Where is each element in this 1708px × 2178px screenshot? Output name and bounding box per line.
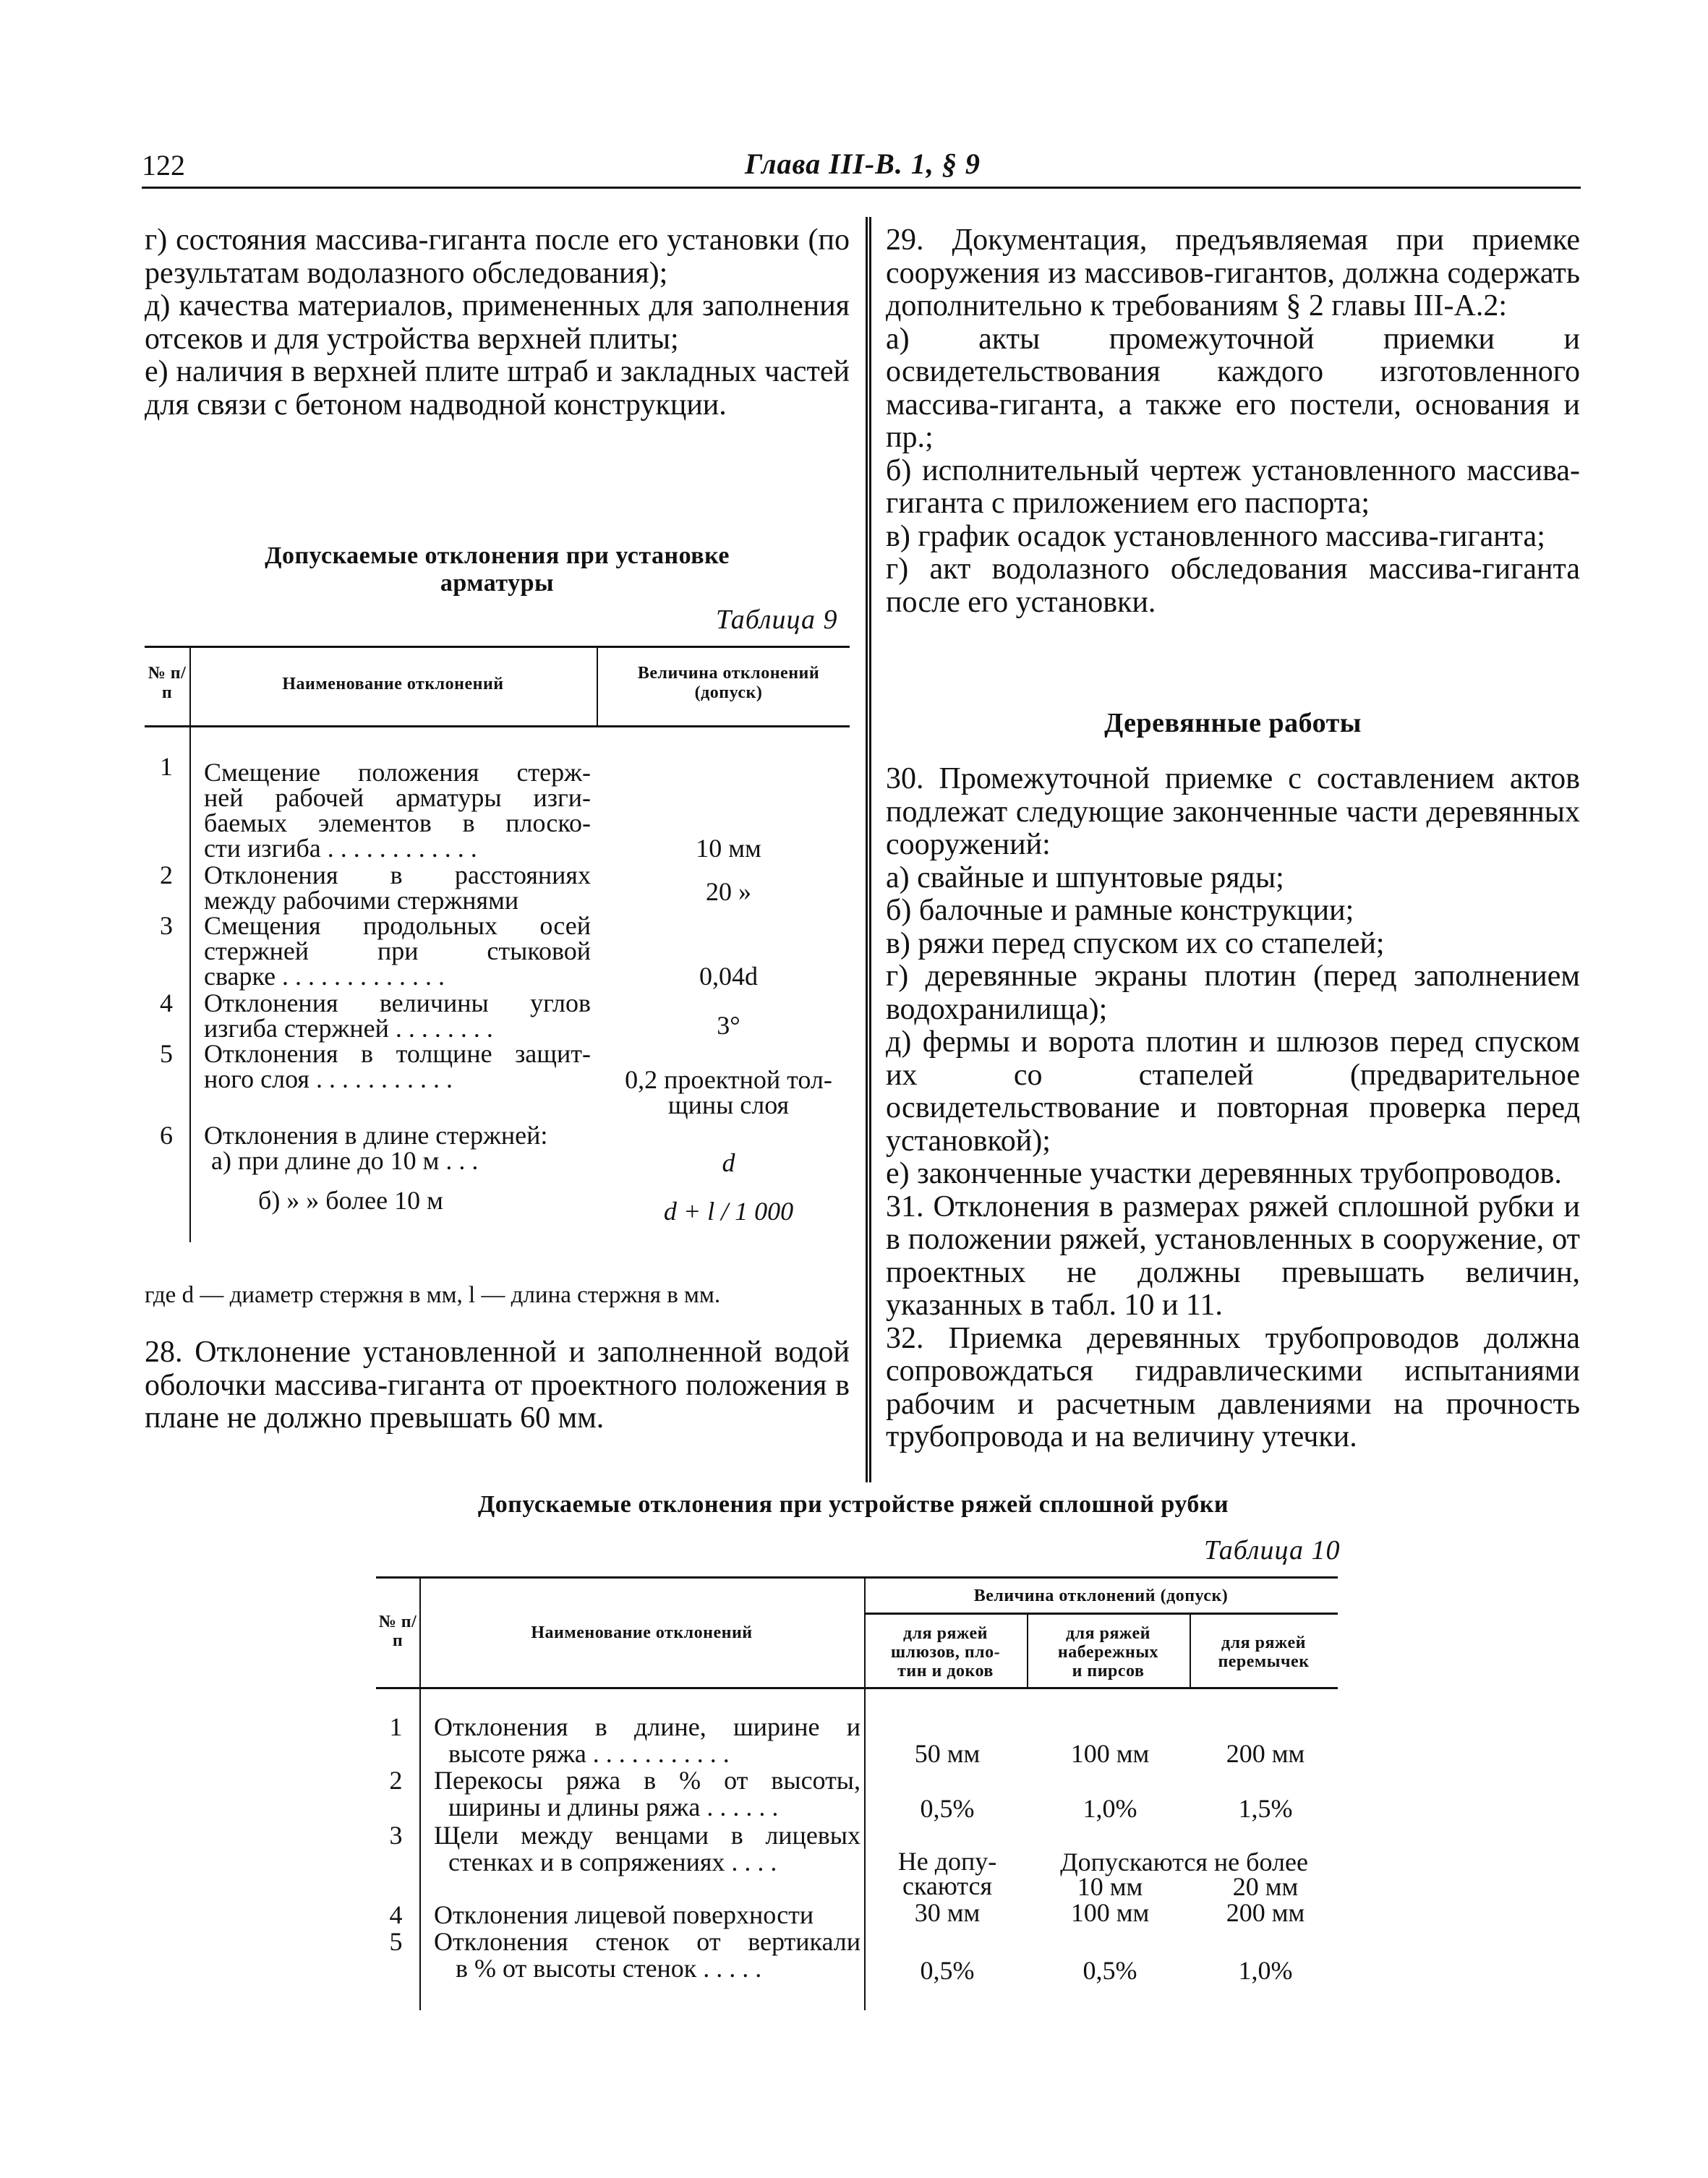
t10r4-l1: Отклонения лицевой поверхности <box>434 1900 814 1929</box>
para-30d: д) фермы и ворота плотин и шлюзов перед спуском их со стапелей (предварительное освидетельствование и повторная проверка перед установкой); <box>886 1025 1580 1158</box>
table9 <box>145 646 850 1242</box>
table9-header-num: № п/п <box>148 664 187 702</box>
para-31: 31. Отклонения в размерах ряжей сплошной рубки и в положении ряжей, установленных в сооружение, от проектных не должны превышать величин, указанных в табл. 10 и 11. <box>886 1190 1580 1322</box>
para-30g: г) деревянные экраны плотин (перед заполнением водохранилища); <box>886 960 1580 1026</box>
table9-row1-num: 1 <box>160 752 173 781</box>
para-32: 32. Приемка деревянных трубопроводов должна сопровождаться гидравлическими испытаниями рабочим и расчетным давлениями на прочность трубопровода и на величину утечки. <box>886 1321 1580 1453</box>
para-g: г) состояния массива-гиганта после его установки (по результатам водолазного обследования); <box>145 223 850 290</box>
table10-number: Таблица 10 <box>1204 1535 1341 1566</box>
table10-row2-num: 2 <box>389 1766 403 1795</box>
table10-row3-name <box>434 1822 861 1876</box>
table9-note: где d — диаметр стержня в мм, l — длина стержня в мм. <box>145 1282 721 1308</box>
t9r6-l3: б) » » более 10 м <box>258 1186 443 1215</box>
table10-row1-v1: 50 мм <box>914 1739 981 1768</box>
column-divider <box>866 217 871 1482</box>
para-30b: б) балочные и рамные конструкции; <box>886 894 1354 927</box>
table9-row1-name <box>204 760 591 861</box>
table10-row3-v23-label: Допускаются не более <box>1060 1848 1308 1876</box>
para-30: 30. Промежуточной приемке с составлением актов подлежат следующие законченные части деревянных сооружений: <box>886 762 1580 861</box>
t9r6-l1: Отклонения в длине стержней: <box>204 1121 548 1150</box>
t10r1-l1: Отклонения в длине, ширине и <box>434 1712 861 1741</box>
table10-row4-v1: 30 мм <box>914 1898 981 1927</box>
right-column <box>886 224 1580 619</box>
table9-row4-num: 4 <box>160 988 173 1017</box>
right-column-lower <box>886 763 1580 1454</box>
table9-row6-value-b: d + l / 1 000 <box>663 1197 794 1226</box>
table10-row4-v3: 200 мм <box>1226 1898 1305 1927</box>
table10-header-rule <box>376 1687 1338 1689</box>
page-number: 122 <box>142 149 185 182</box>
t9r2-l1: Отклонения в расстояниях <box>204 860 591 889</box>
t9r1-l3: баемых элементов в плоско- <box>204 808 591 837</box>
left-column <box>145 224 850 422</box>
table9-row5-name <box>204 1041 591 1092</box>
table10-row1-v3: 200 мм <box>1226 1739 1305 1768</box>
table10-row4-v2: 100 мм <box>1070 1898 1150 1927</box>
table10-row1-v2: 100 мм <box>1070 1739 1150 1768</box>
table10-row5-num: 5 <box>389 1927 403 1956</box>
t9r5-v2: щины слоя <box>667 1090 790 1119</box>
para-29g: г) акт водолазного обследования массива-гиганта после его установки. <box>886 552 1580 619</box>
table9-row5-num: 5 <box>160 1039 173 1068</box>
table9-row4-name <box>204 988 591 1043</box>
t9r5-v1: 0,2 проектной тол- <box>625 1065 832 1094</box>
table9-row3-value: 0,04d <box>699 962 758 991</box>
table9-row3-num: 3 <box>160 911 173 940</box>
t9r3-l1: Смещения продольных осей <box>204 911 591 940</box>
table9-row5-value <box>607 1067 850 1118</box>
para-30e: е) законченные участки деревянных трубопроводов. <box>886 1157 1562 1190</box>
t10r3-v1-l2: скаются <box>902 1871 993 1900</box>
t10r3-v1-l1: Не допу- <box>897 1847 997 1876</box>
t9r4-l1: Отклонения величины углов <box>204 988 591 1017</box>
table10-header-col2 <box>1027 1624 1190 1681</box>
t10h1-l2: шлюзов, пло- <box>890 1643 1001 1662</box>
table9-row2-value: 20 » <box>706 877 751 906</box>
t10r2-l2: ширины и длины ряжа . . . . . . <box>448 1793 779 1822</box>
table9-row6-name <box>204 1123 591 1213</box>
t10h2-l2: набережных <box>1057 1643 1159 1662</box>
table9-header-value: Величина отклонений (допуск) <box>637 664 820 702</box>
table10-group-rule <box>864 1613 1338 1615</box>
t9r6-l2: а) при длине до 10 м . . . <box>211 1146 479 1175</box>
para-29b: б) исполнительный чертеж установленного массива-гиганта с приложением его паспорта; <box>886 453 1580 520</box>
table10-row3-num: 3 <box>389 1821 403 1850</box>
t10r1-l2: высоте ряжа . . . . . . . . . . . <box>448 1739 730 1768</box>
t10h3-l1: для ряжей <box>1221 1634 1306 1652</box>
table10-row1-num: 1 <box>389 1712 403 1741</box>
table9-caption <box>145 542 850 597</box>
table9-row4-value: 3° <box>717 1011 740 1040</box>
table9-top-rule <box>145 646 850 648</box>
table9-header-rule <box>145 725 850 727</box>
t9r3-l2: стержней при стыковой <box>204 936 591 965</box>
table9-row6-num: 6 <box>160 1121 173 1150</box>
table9-row3-name <box>204 913 591 989</box>
para-28: 28. Отклонение установленной и заполненной водой оболочки массива-гиганта от проектного положения в плане не должно превышать 60 мм. <box>145 1336 850 1435</box>
table9-caption-line2: арматуры <box>440 570 555 597</box>
section-title: Деревянные работы <box>1104 708 1362 738</box>
table10-row5-v3: 1,0% <box>1238 1956 1293 1985</box>
table9-row6-value-a: d <box>722 1148 735 1177</box>
para-d: д) качества материалов, примененных для заполнения отсеков и для устройства верхней плиты; <box>145 289 850 356</box>
table10-row2-v3: 1,5% <box>1238 1794 1293 1823</box>
t10h3-l2: перемычек <box>1218 1652 1310 1671</box>
table10-header-name: Наименование отклонений <box>531 1623 753 1642</box>
table9-row2-num: 2 <box>160 860 173 889</box>
t10h2-l3: и пирсов <box>1072 1662 1145 1681</box>
table10-top-rule <box>376 1576 1338 1579</box>
table10-row3-v1 <box>868 1849 1027 1898</box>
para-29a: а) акты промежуточной приемки и освидетельствования каждого изготовленного массива-гиганта, а также его постели, основания и пр.; <box>886 322 1580 454</box>
t9r5-l1: Отклонения в толщине защит- <box>204 1039 591 1068</box>
table9-vrule-2 <box>597 646 598 725</box>
t10r5-l2: в % от высоты стенок . . . . . <box>456 1954 762 1983</box>
t9r4-l2: изгиба стержней . . . . . . . . <box>204 1014 493 1043</box>
table10-row2-v1: 0,5% <box>920 1794 975 1823</box>
table10-row5-name <box>434 1929 861 1982</box>
table9-header-name: Наименование отклонений <box>282 675 504 693</box>
t9r3-l3: сварке . . . . . . . . . . . . . <box>204 962 445 991</box>
table10-row5-v2: 0,5% <box>1083 1956 1137 1985</box>
para-29: 29. Документация, предъявляемая при приемке сооружения из массивов-гигантов, должна содержать дополнительно к требованиям § 2 главы III-А.2: <box>886 223 1580 323</box>
t10r3-l1: Щели между венцами в лицевых <box>434 1821 861 1850</box>
table10-caption: Допускаемые отклонения при устройстве ряжей сплошной рубки <box>477 1491 1229 1518</box>
t10h1-l1: для ряжей <box>903 1624 988 1643</box>
t10r5-l1: Отклонения стенок от вертикали <box>434 1927 861 1956</box>
table9-row2-name <box>204 860 591 915</box>
table10-header-num: № п/п <box>378 1613 417 1650</box>
table10-row4-num: 4 <box>389 1900 403 1929</box>
table9-vrule-1 <box>189 646 191 1242</box>
para-29v: в) график осадок установленного массива-гиганта; <box>886 519 1545 553</box>
para-28-block <box>145 1336 850 1435</box>
table9-caption-line1: Допускаемые отклонения при установке <box>265 542 730 569</box>
table9-row1-value: 10 мм <box>696 834 761 863</box>
table10-row2-v2: 1,0% <box>1083 1794 1137 1823</box>
table10-row5-v1: 0,5% <box>920 1956 975 1985</box>
table10-row2-name <box>434 1767 861 1821</box>
table10-header-col3 <box>1190 1634 1338 1671</box>
table10-row1-name <box>434 1714 861 1767</box>
t9r2-l2: между рабочими стержнями <box>204 886 519 915</box>
table10-row4-name <box>434 1902 861 1929</box>
table10-row3-v2: 10 мм <box>1077 1872 1143 1901</box>
para-e: е) наличия в верхней плите штраб и закладных частей для связи с бетоном надводной конструкции. <box>145 355 850 422</box>
t9r5-l2: ного слоя . . . . . . . . . . . <box>204 1064 453 1093</box>
t10r3-l2: стенках и в сопряжениях . . . . <box>448 1848 777 1876</box>
t10h1-l3: тин и доков <box>897 1662 994 1681</box>
chapter-title: Глава III-В. 1, § 9 <box>745 148 981 180</box>
para-30v: в) ряжи перед спуском их со стапелей; <box>886 926 1385 960</box>
table10-header-group: Величина отклонений (допуск) <box>973 1586 1229 1605</box>
table9-number: Таблица 9 <box>716 605 838 635</box>
table10-header-col1 <box>864 1624 1027 1681</box>
t10r2-l1: Перекосы ряжа в % от высоты, <box>434 1766 861 1795</box>
table10 <box>376 1576 1338 2010</box>
t10h2-l1: для ряжей <box>1066 1624 1150 1643</box>
para-30a: а) свайные и шпунтовые ряды; <box>886 860 1284 894</box>
t9r1-l2: ней рабочей арматуры изги- <box>204 783 591 812</box>
t9r1-l4: сти изгиба . . . . . . . . . . . . <box>204 834 477 863</box>
t9r1-l1: Смещение положения стерж- <box>204 758 591 787</box>
header-rule <box>142 187 1581 189</box>
table10-row3-v3: 20 мм <box>1232 1872 1299 1901</box>
